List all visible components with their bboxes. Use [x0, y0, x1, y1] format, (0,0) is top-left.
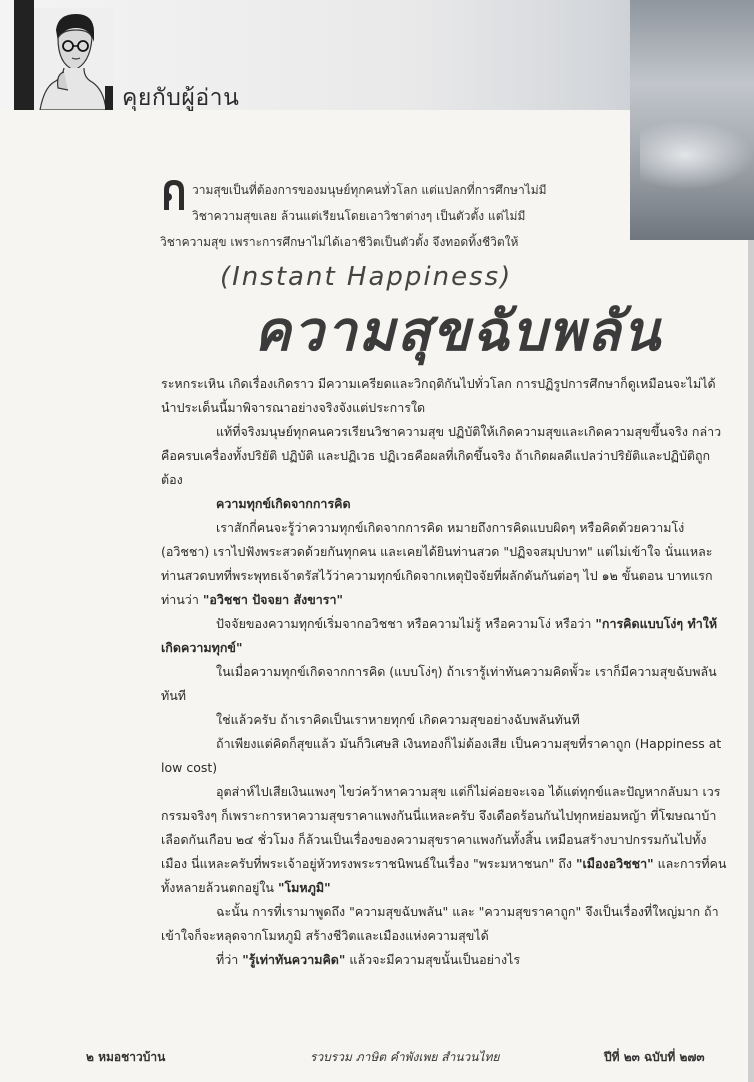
- paragraph: [161, 780, 729, 900]
- paragraph: ฉะนั้น การที่เรามาพูดถึง "ความสุขฉับพลัน" และ "ความสุขราคาถูก" จึงเป็นเรื่องที่ใหญ่มาก ถ้าเข้าใจก็จะหลุดจากโมหภูมิ สร้างชีวิตและเมืองแห่งความสุขได้: [161, 904, 719, 943]
- paragraph: [161, 948, 729, 972]
- footer-page-label: ๒ หมอชาวบ้าน: [86, 1050, 166, 1064]
- paragraph: ถ้าเพียงแต่คิดก็สุขแล้ว มันก็วิเศษสิ เงินทองก็ไม่ต้องเสีย เป็นความสุขที่ราคาถูก (Happiness at low cost): [161, 736, 722, 775]
- paragraph-text: อุตส่าห์ไปเสียเงินแพงๆ ไขว่คว้าหาความสุข แต่ก็ไม่ค่อยจะเจอ ได้แต่ทุกข์และปัญหากลับมา เวรกรรมจริงๆ ก็เพราะการหาความสุขราคาแพงกันนี่แหละครับ จึงเดือดร้อนกันไปทุกหย่อมหญ้า ที่โฆษณาบ้าเลือดกันเกือบ ๒๔ ชั่วโมง ก็ล้วนเป็นเรื่องของความสุขราคาแพงกันทั้งสิ้น เหมือนสร้างบาปกรรมกันไปทั้งเมือง นี่แหละครับที่พระเจ้าอยู่หัวทรงพระราชนิพนธ์ในเรื่อง "พระมหาชนก" ถึง: [161, 784, 721, 871]
- emphasis-text: "รู้เท่าทันความคิด": [242, 952, 346, 967]
- emphasis-text: "เมืองอวิชชา": [575, 856, 654, 871]
- paragraph-text: เราสักกี่คนจะรู้ว่าความทุกข์เกิดจากการคิด หมายถึงการคิดแบบผิดๆ หรือคิดด้วยความโง่ (อวิชชา) เราไปฟังพระสวดด้วยกันทุกคน และเคยได้ยินท่านสวด "ปฏิจจสมุปบาท" แต่ไม่เข้าใจ นั่นแหละท่านสวดบทที่พระพุทธเจ้าตรัสไว้ว่าความทุกข์เกิดจากเหตุปัจจัยที่ผลักดันกันต่อๆ ไป ๑๒ ขั้นตอน บาทแรกท่านว่า: [161, 520, 713, 607]
- paragraph-text: ปัจจัยของความทุกข์เริ่มจากอวิชชา หรือความไม่รู้ หรือความโง่ หรือว่า: [216, 616, 596, 631]
- emphasis-text: "โมหภูมิ": [277, 880, 331, 895]
- subheading: ความทุกข์เกิดจากการคิด: [216, 496, 351, 511]
- page-footer: [0, 1040, 754, 1070]
- section-title: คุยกับผู้อ่าน: [122, 85, 240, 111]
- section-title-bar: [105, 86, 113, 110]
- english-title: (Instant Happiness): [220, 262, 513, 292]
- paragraph: แท้ที่จริงมนุษย์ทุกคนควรเรียนวิชาความสุข ปฏิบัติให้เกิดความสุขและเกิดความสุขขึ้นจริง กล่าวคือครบเครื่องทั้งปริยัติ ปฏิบัติ และปฏิเวธ ปฏิเวธคือผลที่เกิดขึ้นจริง ถ้าเกิดผลดีแปลว่าปริยัติและปฏิบัติถูกต้อง: [161, 424, 722, 487]
- intro-line: วามสุขเป็นที่ต้องการของมนุษย์ทุกคนทั่วโลก แต่แปลกที่การศึกษาไม่มี: [192, 183, 547, 197]
- footer-issue: ปีที่ ๒๓ ฉบับที่ ๒๗๓: [604, 1050, 705, 1064]
- paragraph: [161, 612, 729, 660]
- cloud-shape: [640, 120, 754, 190]
- page-edge-shadow: [748, 240, 754, 1082]
- paragraph: ระหกระเหิน เกิดเรื่องเกิดราว มีความเครียดและวิกฤติกันไปทั่วโลก การปฏิรูปการศึกษาก็ดูเหมือนจะไม่ได้นำประเด็นนี้มาพิจารณาอย่างจริงจังแต่ประการใด: [161, 376, 716, 415]
- paragraph-text: ที่ว่า: [216, 952, 243, 967]
- paragraph-text: แล้วจะมีความสุขนั้นเป็นอย่างไร: [345, 952, 521, 967]
- paragraph: ในเมื่อความทุกข์เกิดจากการคิด (แบบโง่ๆ) ถ้าเรารู้เท่าทันความคิดพั้วะ เราก็มีความสุขฉับพลันทันที: [161, 664, 717, 703]
- paragraph: ใช่แล้วครับ ถ้าเราคิดเป็นเราหายทุกข์ เกิดความสุขอย่างฉับพลันทันที: [216, 712, 580, 727]
- footer-caption: รวบรวม ภาษิต คำพังเพย สำนวนไทย: [310, 1050, 500, 1064]
- sky-photo: [630, 0, 754, 240]
- emphasis-text: "อวิชชา ปัจจยา สังขารา": [202, 592, 344, 607]
- intro-line: วิชาความสุข เพราะการศึกษาไม่ได้เอาชีวิตเป็นตัวตั้ง จึงทอดทิ้งชีวิตให้: [160, 235, 519, 249]
- header-dark-bar: [14, 0, 34, 110]
- paragraph-text: และการที่คนทั้งหลายล้วนตกอยู่ใน: [161, 856, 727, 895]
- article-title: ความสุขฉับพลัน: [254, 299, 662, 363]
- intro-paragraph: [160, 177, 615, 255]
- intro-line: วิชาความสุขเลย ล้วนแต่เรียนโดยเอาวิชาต่างๆ เป็นตัวตั้ง แต่ไม่มี: [192, 209, 526, 223]
- article-body: [161, 372, 729, 972]
- paragraph: [161, 516, 729, 612]
- emphasis-text: "การคิดแบบโง่ๆ ทำให้เกิดความทุกข์": [161, 616, 718, 655]
- author-portrait-illustration: [34, 8, 114, 110]
